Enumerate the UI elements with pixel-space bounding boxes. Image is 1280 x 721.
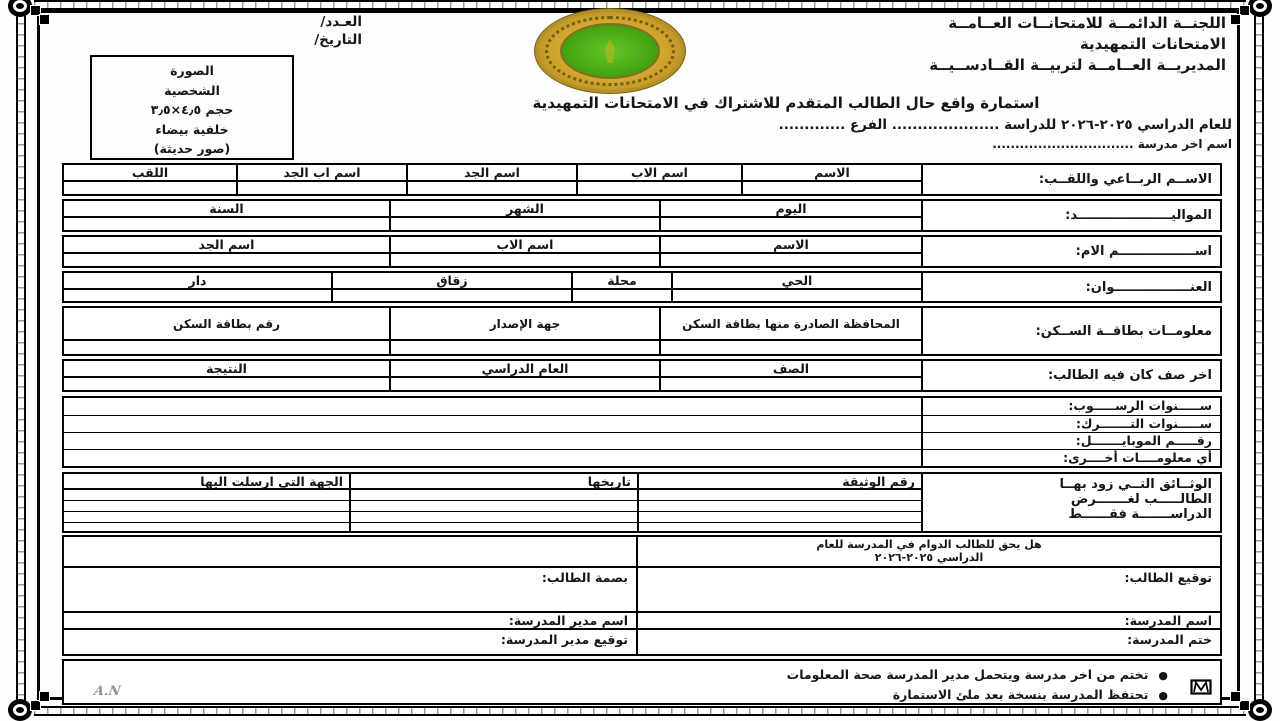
attendance-question: هل يحق للطالب الدوام في المدرسة للعام الدراسي ٢٠٢٥-٢٠٢٦ — [636, 537, 1220, 566]
other-info-label: أي معلومــــات أخــــرى: — [921, 450, 1220, 466]
column-header: الشهر — [391, 201, 659, 218]
dropout-years-cell — [64, 416, 921, 432]
number-date-block — [298, 13, 362, 49]
border-strip-left — [16, 12, 26, 704]
corner-ornament-icon — [1226, 683, 1272, 721]
birth-date-label: المواليـــــــــــــــــــــد: — [921, 201, 1220, 230]
envelope-mark-icon — [1190, 679, 1212, 700]
column-header: الجهة التي ارسلت اليها — [64, 474, 349, 490]
mother-name-row — [62, 235, 1222, 268]
class-cell — [661, 378, 921, 390]
principal-signature-label: توقيع مدير المدرسة: — [500, 632, 628, 647]
ministry-emblem-logo — [534, 8, 686, 94]
corner-ornament-icon — [1226, 0, 1272, 33]
column-header: رقم الوثيقة — [639, 474, 921, 490]
photo-line: الصورة — [170, 63, 214, 78]
issuing-governorate-cell — [661, 341, 921, 354]
document-number-cell — [639, 490, 921, 501]
notes-box — [62, 659, 1222, 705]
document-date-cell — [351, 490, 637, 501]
column-header: الصف — [661, 361, 921, 378]
number-label: العـدد/ — [320, 14, 362, 30]
other-info-row — [64, 449, 1220, 466]
column-header: جهة الإصدار — [391, 308, 659, 341]
birth-day-cell — [661, 218, 921, 230]
mother-name-label: اســـــــــــــــــم الام: — [921, 237, 1220, 266]
documents-label: الوثــائق التــي زود بهــا الطالـــــب لغـــــــرض الدراســـــــة فقــــــط — [921, 474, 1220, 531]
repeat-years-label: ســـــنوات الرســـــوب: — [921, 398, 1220, 415]
attendance-question-row — [64, 537, 1220, 566]
mother-grandfather-name-cell — [64, 254, 389, 266]
district-cell — [673, 290, 921, 301]
last-school-line: اسم اخر مدرسة ............................... — [992, 137, 1232, 151]
housing-card-number-cell — [64, 341, 389, 354]
house-cell — [64, 290, 331, 301]
school-name-label: اسم المدرسة: — [636, 613, 1220, 628]
mobile-number-row — [64, 432, 1220, 449]
photo-instructions-box — [90, 55, 294, 160]
form-title-block — [340, 94, 1232, 151]
photo-line: الشخصية — [164, 82, 220, 98]
form-title: استمارة واقع حال الطالب المتقدم للاشتراك في الامتحانات التمهيدية — [532, 94, 1040, 112]
mother-name-cell — [661, 254, 921, 266]
mobile-number-label: رقـــــم الموبايـــــــل: — [921, 433, 1220, 449]
corner-ornament-icon — [8, 683, 54, 721]
mother-father-name-cell — [391, 254, 659, 266]
full-name-row — [62, 163, 1222, 196]
student-signature-row — [64, 566, 1220, 611]
corner-ornament-icon — [8, 0, 54, 33]
signatures-block — [62, 535, 1222, 656]
column-header: النتيجة — [64, 361, 389, 378]
student-fingerprint-label: بصمة الطالب: — [541, 570, 628, 585]
principal-name-label: اسم مدير المدرسة: — [508, 613, 628, 628]
column-header: اسم الجد — [64, 237, 389, 254]
column-header: الحي — [673, 273, 921, 290]
date-label: التاريخ/ — [314, 32, 362, 48]
column-header: زقاق — [333, 273, 571, 290]
column-header: تاريخها — [351, 474, 637, 490]
directorate-line: المديريــة العــامــة لتربيــة القــادســيــة — [929, 56, 1226, 74]
exams-line: الامتحانات التمهيدية — [1079, 35, 1226, 53]
column-header: العام الدراسي — [391, 361, 659, 378]
alley-cell — [333, 290, 571, 301]
column-header: الاسم — [661, 237, 921, 254]
address-label: العنـــــــــــــــــوان: — [921, 273, 1220, 301]
student-signature-label: توقيع الطالب: — [636, 568, 1220, 611]
issuing-authority-cell — [391, 341, 659, 354]
bullet-icon: ● — [1158, 689, 1168, 702]
column-header: اليوم — [661, 201, 921, 218]
committee-line: اللجنــة الدائمــة للامتحانــات العــامــة — [948, 14, 1226, 32]
column-header: اسم الاب — [391, 237, 659, 254]
photo-recent-line: (صور حديثة) — [153, 141, 231, 156]
academic-year-line: للعام الدراسي ٢٠٢٥-٢٠٢٦ للدراسة ..................... الفرع ............. — [778, 117, 1232, 133]
column-header: اللقب — [64, 165, 236, 182]
bullet-icon: ● — [1158, 669, 1168, 682]
full-name-cell — [743, 182, 921, 194]
column-header: الاسم — [743, 165, 921, 182]
column-header: اسم اب الجد — [238, 165, 406, 182]
birth-month-cell — [391, 218, 659, 230]
school-stamp-label: ختم المدرسة: — [636, 630, 1220, 654]
note-item: ●تحتفظ المدرسة بنسخة بعد ملئ الاستمارة — [892, 687, 1168, 702]
photo-background-line: خلفية بيضاء — [155, 121, 229, 137]
repeat-years-row — [64, 398, 1220, 415]
attendance-answer-cell — [64, 537, 636, 566]
last-class-row — [62, 359, 1222, 392]
housing-card-row — [62, 306, 1222, 356]
note-item: ●تختم من اخر مدرسة ويتحمل مدير المدرسة صحة المعلومات — [786, 667, 1168, 682]
repeat-years-cell — [64, 398, 921, 415]
mahalla-cell — [573, 290, 671, 301]
dropout-years-row — [64, 415, 1220, 432]
great-grandfather-name-cell — [238, 182, 406, 194]
father-name-cell — [578, 182, 741, 194]
full-name-label: الاســم الربــاعي واللقــب: — [921, 165, 1220, 194]
result-cell — [64, 378, 389, 390]
birth-date-row — [62, 199, 1222, 232]
column-header: اسم الاب — [578, 165, 741, 182]
mobile-number-cell — [64, 433, 921, 449]
school-stamp-row — [64, 628, 1220, 654]
student-form-table — [62, 163, 1222, 705]
photo-size-line: حجم ٤٫٥×٣٫٥ — [150, 102, 234, 117]
housing-card-label: معلومــات بطاقــة الســكن: — [921, 308, 1220, 354]
column-header: السنة — [64, 201, 389, 218]
address-row — [62, 271, 1222, 303]
initials-scribble: A.N — [92, 684, 122, 699]
column-header: المحافظة الصادرة منها بطاقة السكن — [661, 308, 921, 341]
document-destination-cell — [64, 490, 349, 501]
birth-year-cell — [64, 218, 389, 230]
last-class-label: اخر صف كان فيه الطالب: — [921, 361, 1220, 390]
column-header: رقم بطاقة السكن — [64, 308, 389, 341]
column-header: اسم الجد — [408, 165, 576, 182]
extra-info-rows — [62, 396, 1222, 468]
grandfather-name-cell — [408, 182, 576, 194]
border-strip-right — [1254, 12, 1264, 704]
other-info-cell — [64, 450, 921, 466]
school-name-row — [64, 611, 1220, 628]
school-year-cell — [391, 378, 659, 390]
border-strip-bottom — [34, 706, 1246, 716]
surname-cell — [64, 182, 236, 194]
column-header: دار — [64, 273, 331, 290]
column-header: محلة — [573, 273, 671, 290]
dropout-years-label: ســـــنوات التـــــــرك: — [921, 416, 1220, 432]
documents-row — [62, 472, 1222, 533]
letterhead — [746, 13, 1226, 76]
